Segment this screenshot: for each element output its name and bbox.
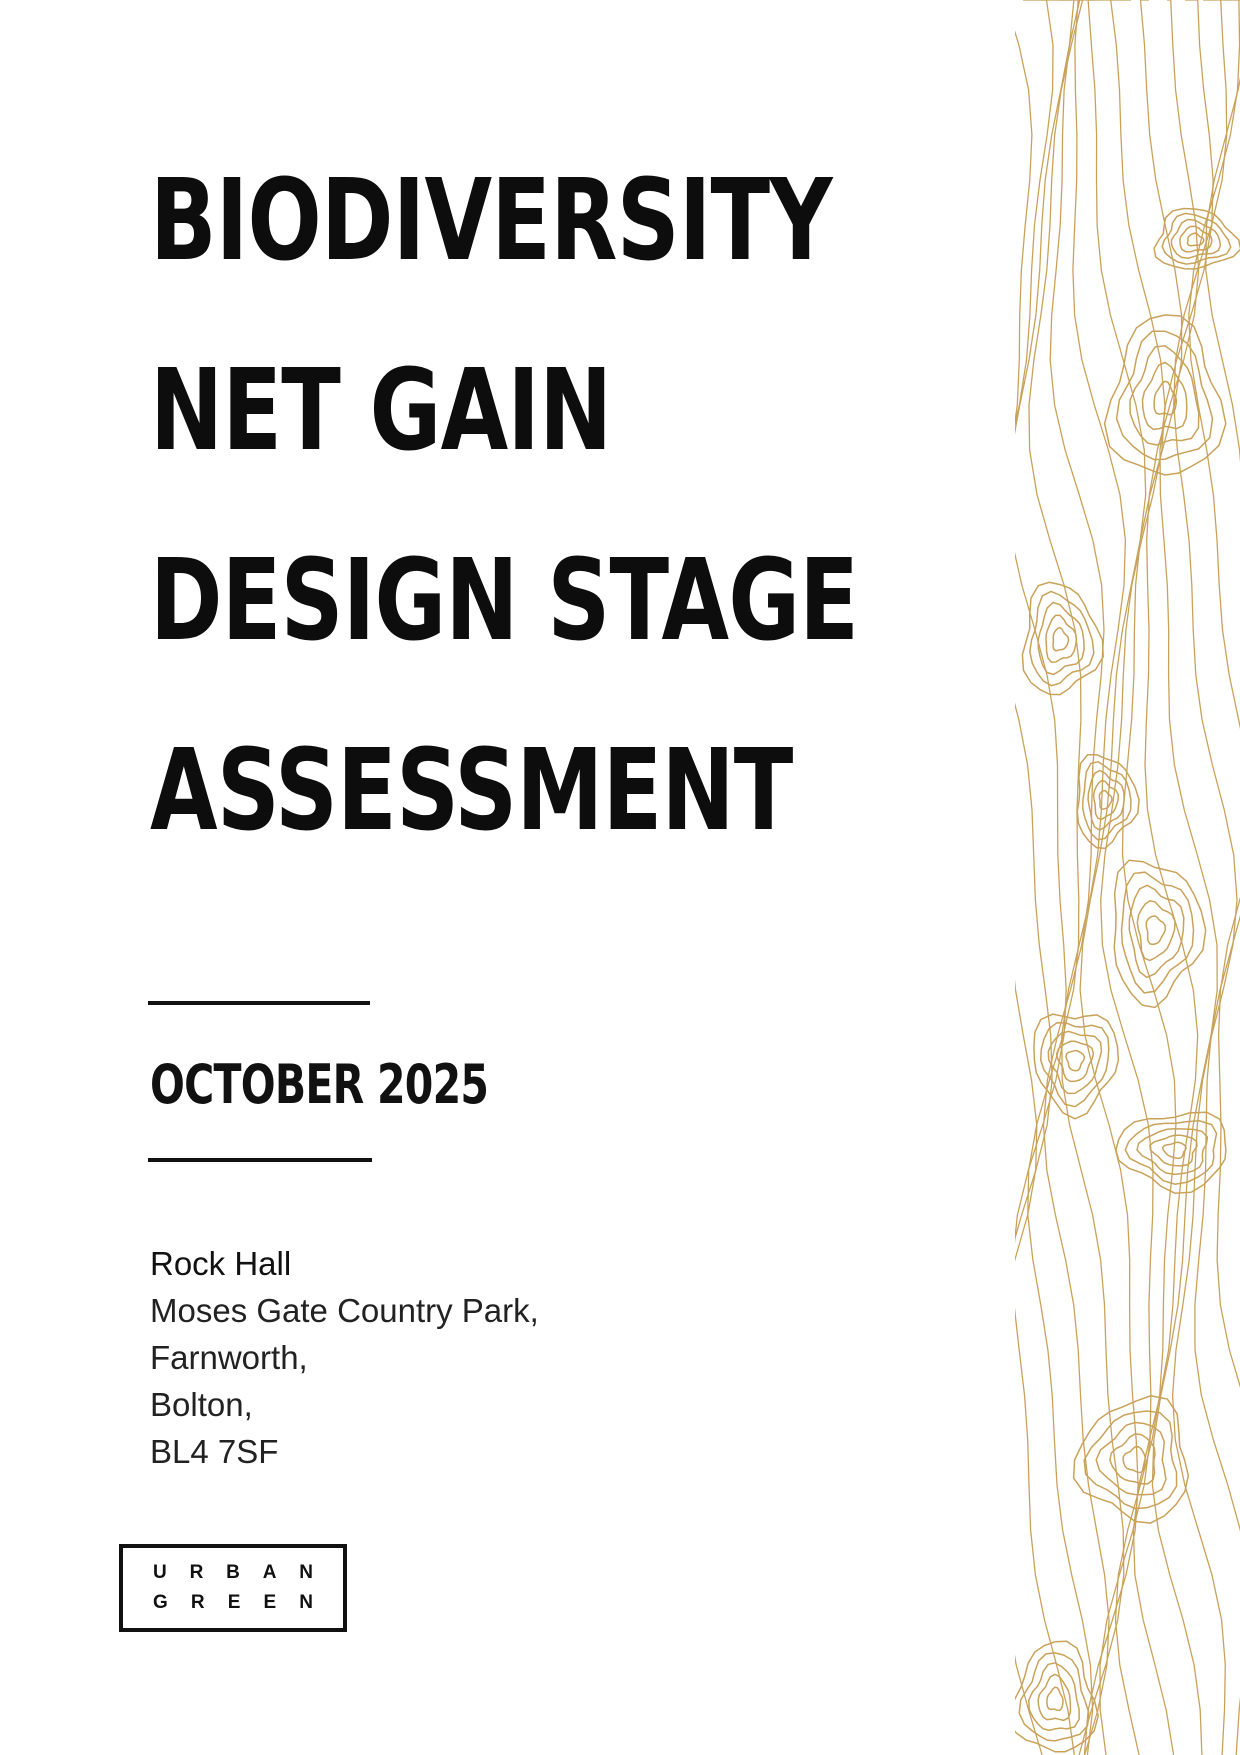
logo-letter: E: [263, 1592, 277, 1613]
address-line: Moses Gate Country Park,: [150, 1292, 539, 1329]
urban-green-logo: [119, 1544, 347, 1632]
contour-line: [1038, 603, 1084, 675]
logo-letter: B: [226, 1562, 240, 1583]
logo-letter: R: [189, 1562, 204, 1583]
address-line: Farnworth,: [150, 1339, 308, 1376]
contour-line: [1034, 1014, 1119, 1119]
contour-line: [1038, 1674, 1070, 1720]
contour-line: [1015, 0, 1074, 1755]
site-address: [150, 1240, 539, 1475]
title-line: ASSESSMENT: [150, 726, 793, 856]
logo-letter: G: [153, 1592, 168, 1613]
title-line: NET GAIN: [150, 346, 612, 476]
contour-line: [1189, 0, 1240, 1755]
contour-line: [1074, 1396, 1189, 1523]
title-line: BIODIVERSITY: [150, 156, 832, 286]
contour-line: [1137, 901, 1175, 961]
document-title: [150, 126, 1010, 886]
logo-letter: R: [190, 1592, 205, 1613]
logo-letter: A: [262, 1562, 277, 1583]
document-date: OCTOBER 2025: [150, 1053, 489, 1116]
logo-letter: N: [299, 1562, 313, 1583]
contour-line: [1029, 1663, 1079, 1730]
contour-line: [1062, 0, 1126, 1755]
contour-line: [1053, 628, 1069, 651]
logo-row: [153, 1562, 313, 1584]
contour-line: [1015, 0, 1037, 1755]
divider-bottom: [148, 1158, 372, 1162]
logo-letter: N: [299, 1592, 313, 1613]
address-line: BL4 7SF: [150, 1433, 279, 1470]
topographic-contour-pattern-icon: [1015, 0, 1240, 1755]
logo-row: [153, 1592, 313, 1614]
site-name: Rock Hall: [150, 1245, 292, 1282]
logo-letter: U: [153, 1562, 167, 1583]
contour-line: [1044, 0, 1110, 1755]
contour-line: [1123, 1447, 1145, 1473]
divider-top: [148, 1001, 370, 1005]
address-line: Bolton,: [150, 1386, 253, 1423]
contour-line: [1047, 1687, 1063, 1710]
contour-line: [1066, 1051, 1084, 1071]
contour-line: [1129, 885, 1184, 977]
logo-letter: E: [227, 1592, 241, 1613]
contour-line: [1146, 916, 1165, 944]
title-line: DESIGN STAGE: [150, 536, 859, 666]
contour-line: [1046, 615, 1076, 662]
